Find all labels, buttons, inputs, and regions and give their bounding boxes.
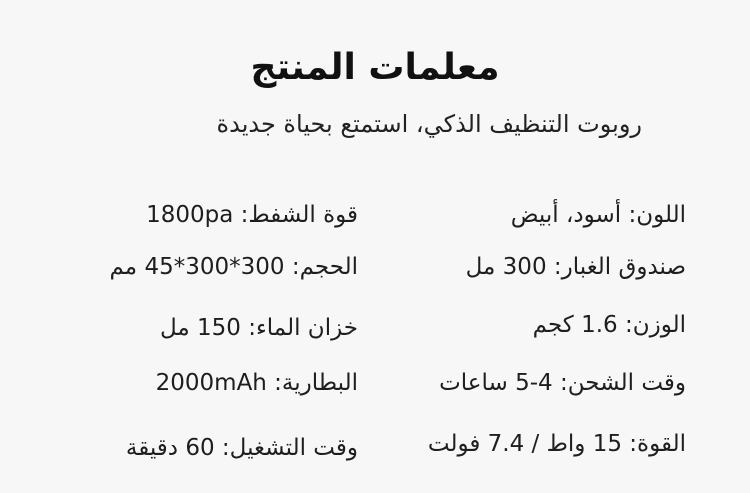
page-title: معلمات المنتج <box>250 47 500 88</box>
page-subtitle: روبوت التنظيف الذكي، استمتع بحياة جديدة <box>216 110 642 138</box>
spec-power: القوة: 15 واط / 7.4 فولت <box>427 431 686 457</box>
spec-weight: الوزن: 1.6 كجم <box>532 312 686 338</box>
spec-suction-power: قوة الشفط: 1800pa <box>146 202 358 228</box>
spec-size: الحجم: 300*300*45 مم <box>109 254 358 280</box>
spec-battery: البطارية: 2000mAh <box>155 370 358 396</box>
spec-run-time: وقت التشغيل: 60 دقيقة <box>125 435 358 461</box>
spec-water-tank: خزان الماء: 150 مل <box>159 315 358 341</box>
spec-color: اللون: أسود، أبيض <box>510 202 686 228</box>
spec-charging-time: وقت الشحن: 4-5 ساعات <box>439 370 686 396</box>
spec-dust-box: صندوق الغبار: 300 مل <box>465 254 686 280</box>
